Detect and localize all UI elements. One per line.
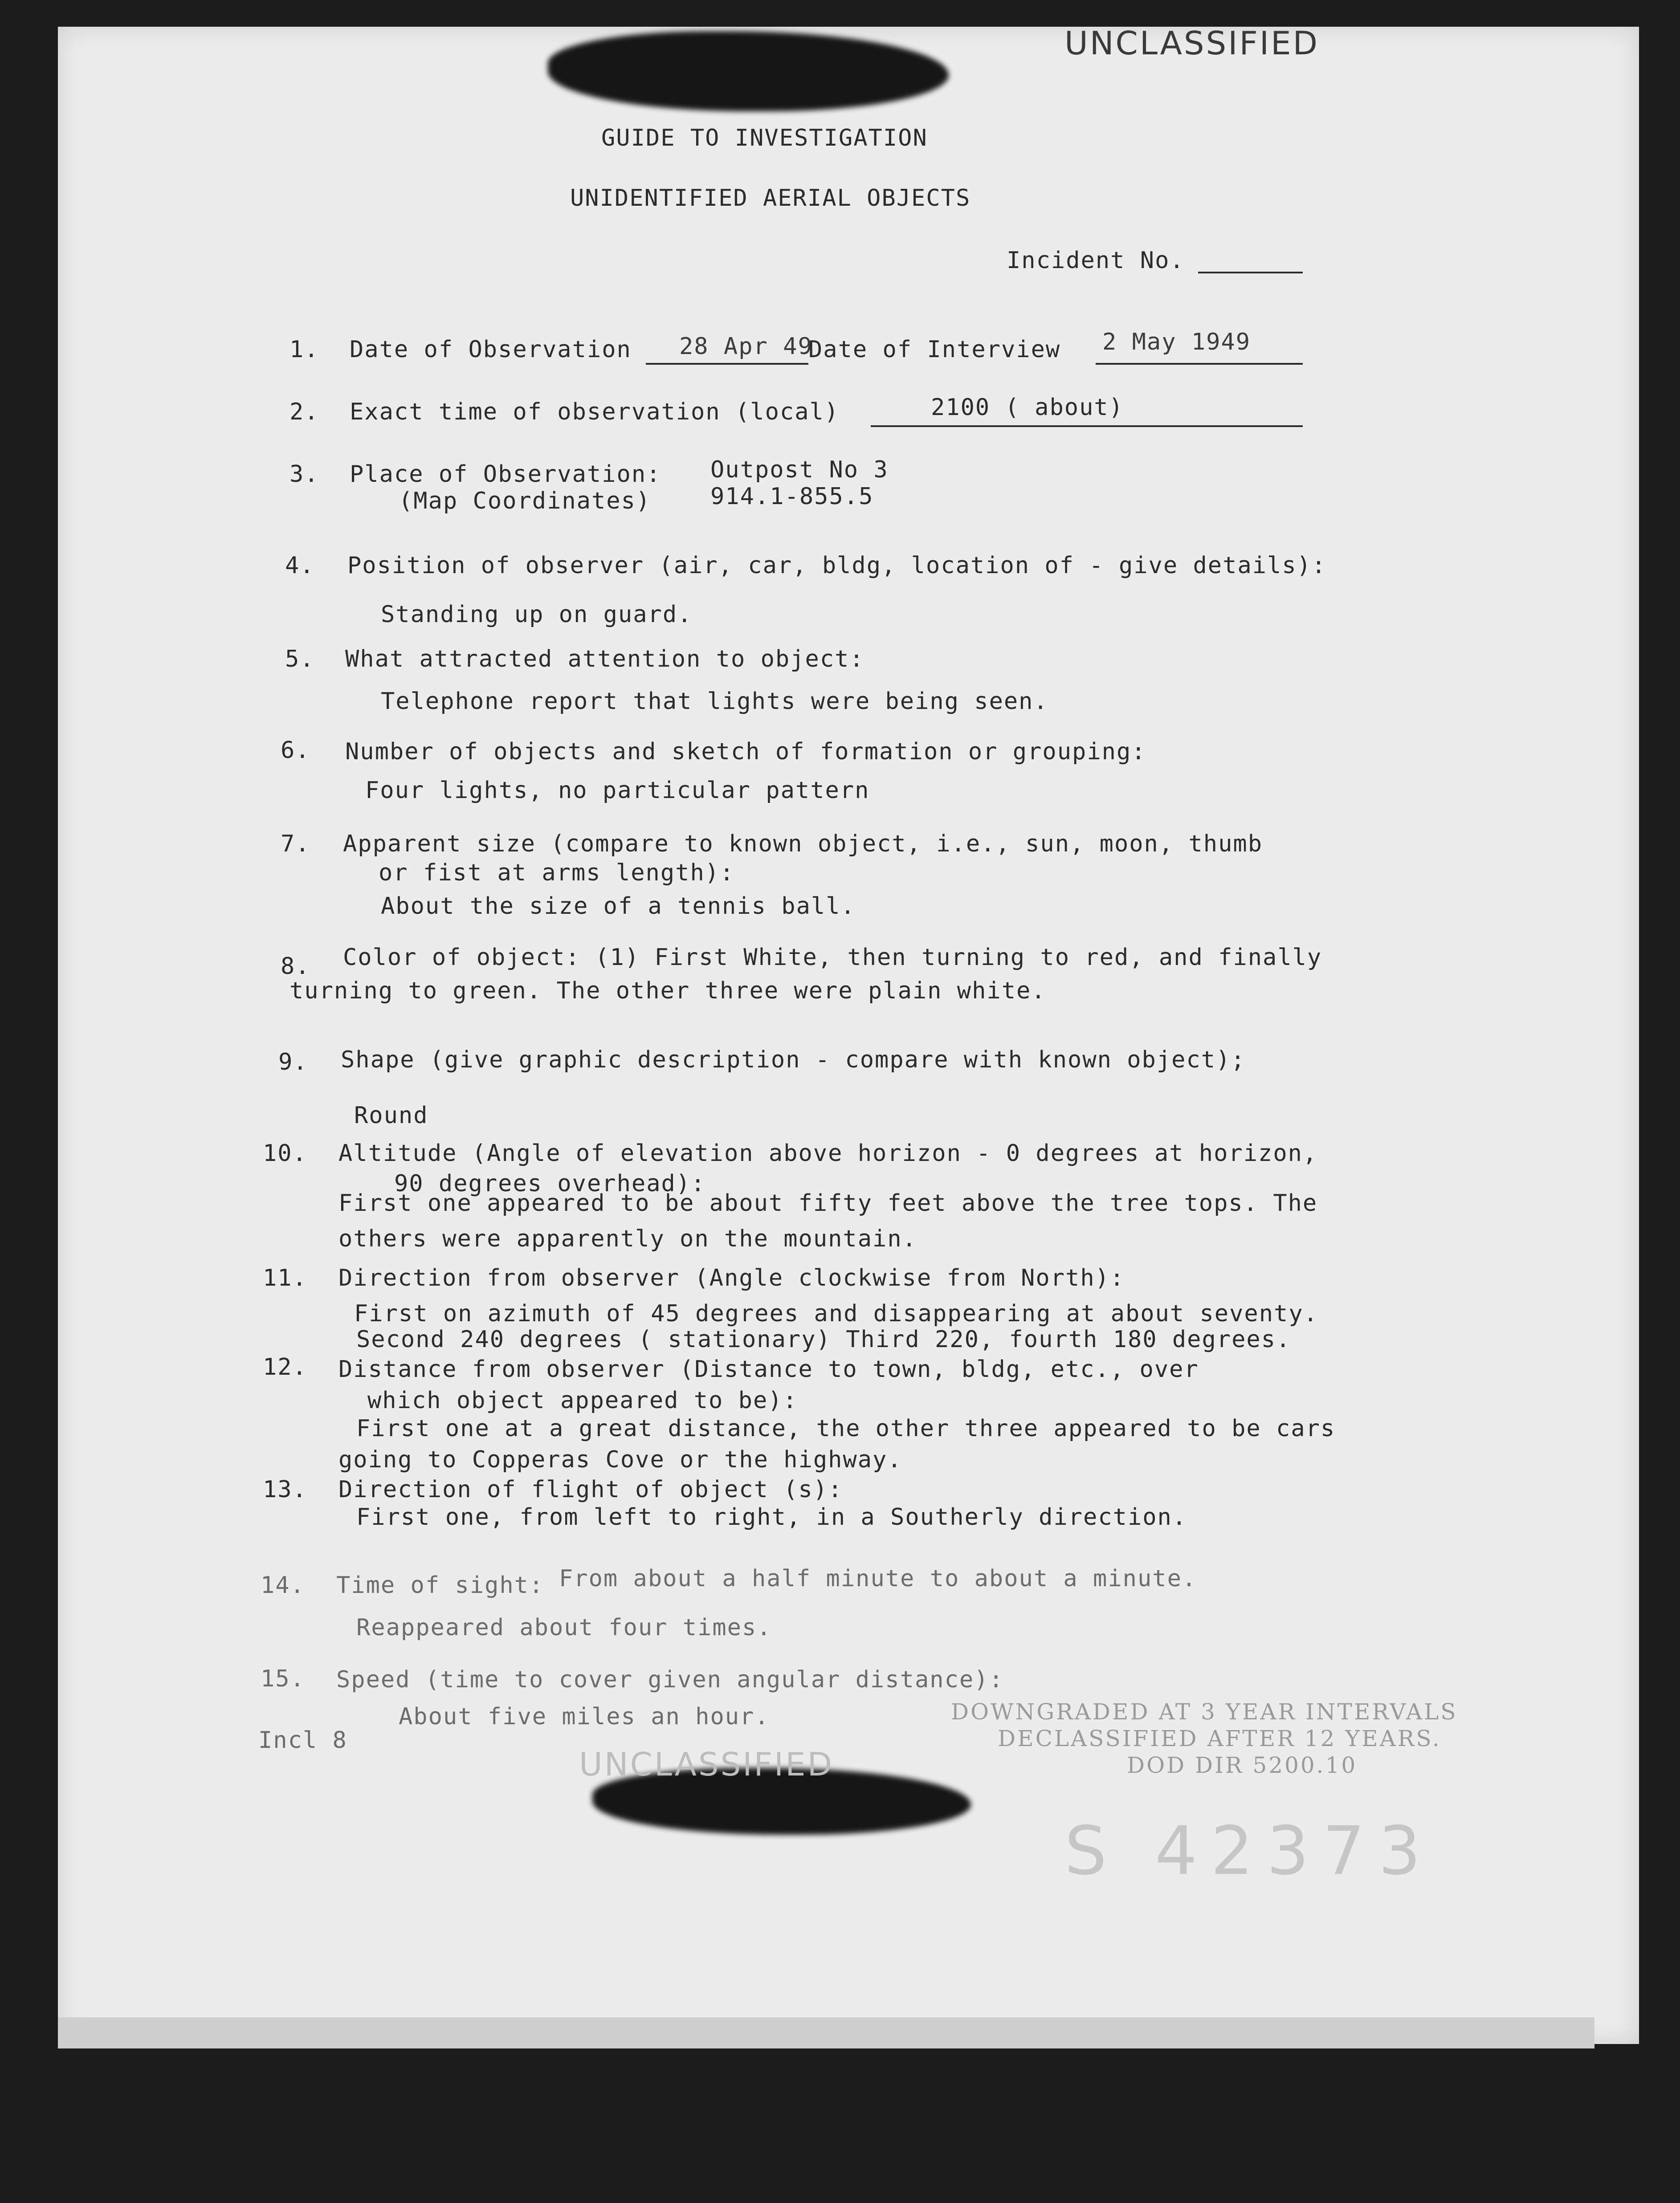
item-8-line-1: Color of object: (1) First White, then turning to red, and finally	[343, 944, 1322, 971]
incident-number-blank	[1198, 272, 1303, 273]
item-9-answer: Round	[354, 1102, 428, 1129]
incident-label: Incident No.	[1007, 247, 1185, 274]
item-10-answer-1: First one appeared to be about fifty feet above the tree tops. The	[338, 1190, 1318, 1217]
item-12-answer-1: First one at a great distance, the other three appeared to be cars	[356, 1415, 1336, 1442]
item-11-answer-1: First on azimuth of 45 degrees and disappearing at about seventy.	[354, 1300, 1318, 1327]
item-12-answer-2: going to Copperas Cove or the highway.	[338, 1446, 902, 1473]
item-2-label: Exact time of observation (local)	[350, 399, 840, 425]
item-11-label: Direction from observer (Angle clockwise from North):	[338, 1265, 1125, 1291]
item-8-line-2: turning to green. The other three were plain white.	[290, 977, 1046, 1004]
item-10-label-2: 90 degrees overhead):	[394, 1170, 706, 1197]
item-9-label: Shape (give graphic description - compare with known object);	[341, 1047, 1246, 1073]
item-5-answer: Telephone report that lights were being seen.	[381, 688, 1048, 715]
item-10-answer-2: others were apparently on the mountain.	[338, 1226, 917, 1252]
item-7-answer: About the size of a tennis ball.	[381, 893, 856, 920]
serial-number-stamp: S 42373	[1064, 1812, 1435, 1890]
item-6-label: Number of objects and sketch of formation or grouping:	[345, 738, 1146, 765]
item-5-number: 5.	[285, 646, 315, 672]
item-1-label-interview: Date of Interview	[808, 336, 1061, 363]
item-1-label-observation: Date of Observation	[350, 336, 632, 363]
downgrade-line-3: DOD DIR 5200.10	[1127, 1752, 1358, 1778]
item-8-number: 8.	[281, 953, 310, 980]
item-14-label: Time of sight:	[336, 1572, 544, 1599]
page-edge-shadow	[58, 2017, 1594, 2048]
item-13-label: Direction of flight of object (s):	[338, 1476, 843, 1503]
item-5-label: What attracted attention to object:	[345, 646, 864, 672]
item-14-number: 14.	[261, 1572, 305, 1599]
item-12-label: Distance from observer (Distance to town, bldg, etc., over	[338, 1356, 1199, 1383]
item-2-value: 2100 ( about)	[931, 394, 1124, 421]
item-3-label: Place of Observation:	[350, 461, 661, 488]
item-1-number: 1.	[290, 336, 319, 363]
item-11-answer-2: Second 240 degrees ( stationary) Third 220, fourth 180 degrees.	[356, 1326, 1291, 1353]
item-13-number: 13.	[263, 1476, 307, 1503]
item-4-label: Position of observer (air, car, bldg, location of - give details):	[347, 552, 1327, 579]
item-14-answer-1: From about a half minute to about a minute.	[559, 1565, 1197, 1592]
item-9-number: 9.	[278, 1049, 308, 1075]
item-7-label-2: or fist at arms length):	[379, 859, 735, 886]
item-13-answer: First one, from left to right, in a Southerly direction.	[356, 1504, 1187, 1531]
item-15-label: Speed (time to cover given angular distance):	[336, 1666, 1004, 1693]
item-12-number: 12.	[263, 1354, 307, 1380]
item-11-number: 11.	[263, 1265, 307, 1291]
item-1-interview-line	[1096, 363, 1303, 365]
item-4-answer: Standing up on guard.	[381, 601, 693, 628]
item-1-value-interview: 2 May 1949	[1102, 329, 1251, 355]
item-10-label: Altitude (Angle of elevation above horizon - 0 degrees at horizon,	[338, 1140, 1318, 1167]
item-3-label-2: (Map Coordinates)	[399, 488, 651, 514]
item-3-value-2: 914.1-855.5	[710, 483, 874, 510]
inclosure-note: Incl 8	[258, 1727, 347, 1754]
item-6-number: 6.	[281, 737, 310, 764]
item-2-line	[871, 425, 1303, 427]
item-14-answer-2: Reappeared about four times.	[356, 1614, 772, 1641]
item-7-label: Apparent size (compare to known object, i.e., sun, moon, thumb	[343, 831, 1263, 857]
downgrade-line-2: DECLASSIFIED AFTER 12 YEARS.	[998, 1726, 1441, 1751]
item-12-label-2: which object appeared to be):	[367, 1387, 798, 1414]
bottom-classification-stamp: UNCLASSIFIED	[579, 1746, 834, 1783]
item-4-number: 4.	[285, 552, 315, 579]
item-1-value-observation: 28 Apr 49	[679, 333, 813, 360]
item-15-number: 15.	[261, 1665, 305, 1692]
item-2-number: 2.	[290, 399, 319, 425]
item-3-value: Outpost No 3	[710, 456, 889, 483]
title-line-1: GUIDE TO INVESTIGATION	[601, 125, 928, 151]
item-6-answer: Four lights, no particular pattern	[365, 777, 870, 804]
title-line-2: UNIDENTIFIED AERIAL OBJECTS	[570, 185, 971, 212]
item-7-number: 7.	[281, 831, 310, 857]
downgrade-line-1: DOWNGRADED AT 3 YEAR INTERVALS	[951, 1699, 1458, 1725]
item-1-observation-line	[646, 363, 808, 365]
item-10-number: 10.	[263, 1140, 307, 1167]
item-3-number: 3.	[290, 461, 319, 488]
item-15-answer: About five miles an hour.	[399, 1703, 770, 1730]
header-classification-stamp: UNCLASSIFIED	[1064, 24, 1320, 62]
